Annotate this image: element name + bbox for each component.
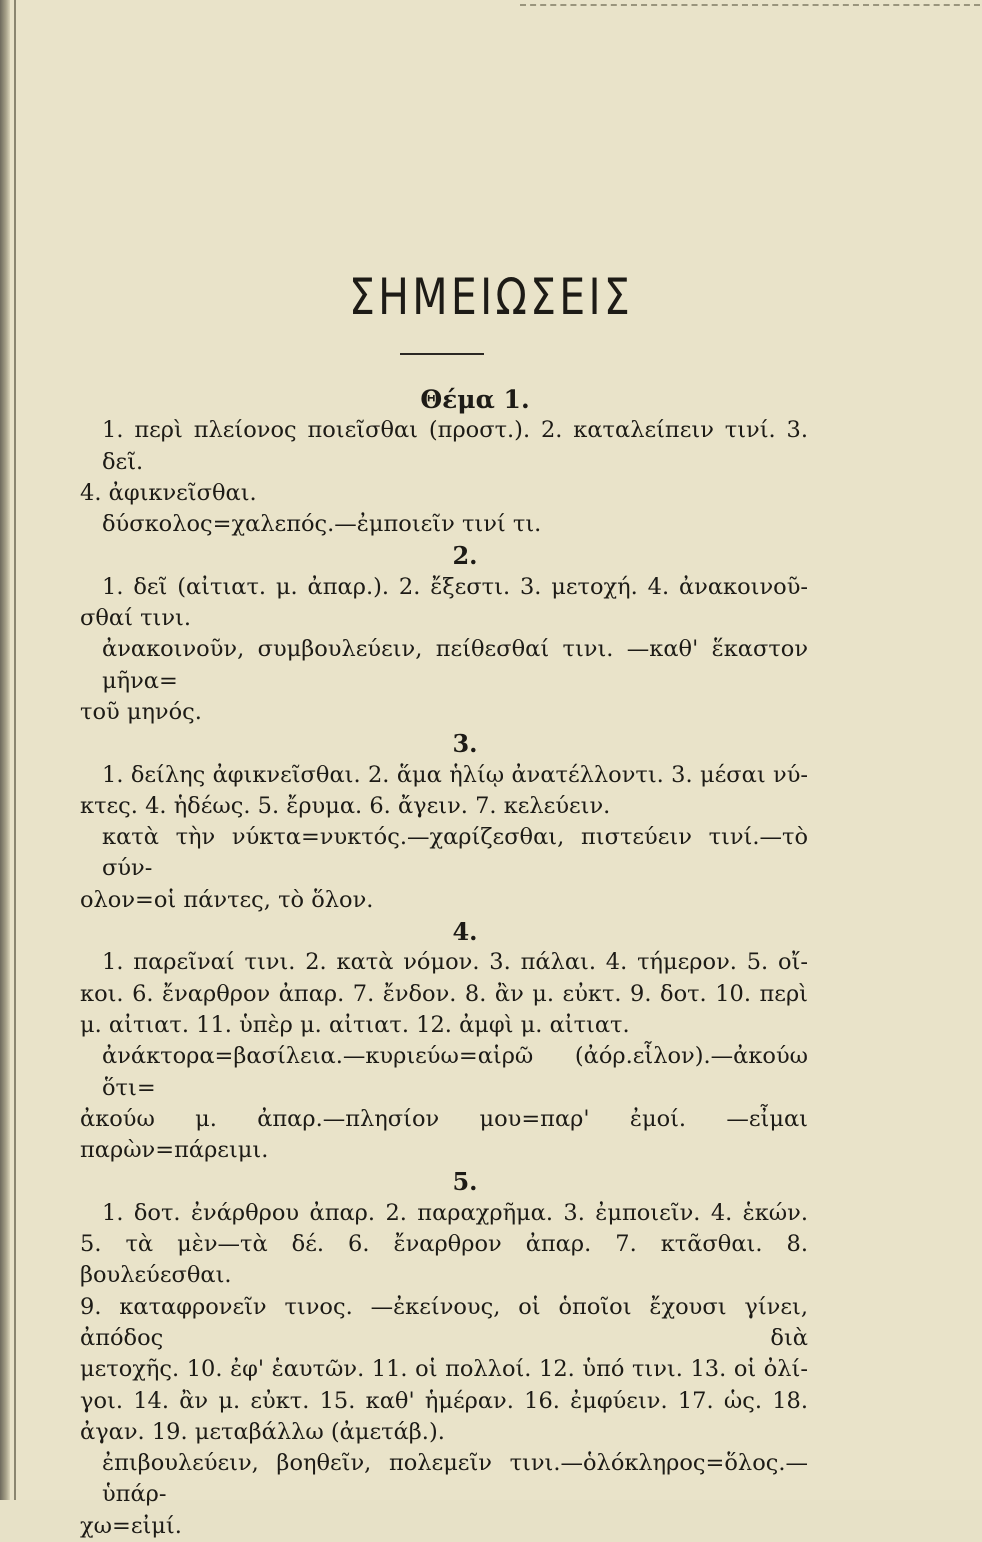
text-line: ἐπιβουλεύειν, βοηθεῖν, πολεμεῖν τινι.—ὁλόκληρος=ὅλος.—ὑπάρ- [102,1450,808,1508]
text-line: κτες. 4. ἡδέως. 5. ἔρυμα. 6. ἄγειν. 7. κελεύειν. [80,792,611,819]
text-line: ἀκούω μ. ἀπαρ.—πλησίον μου=παρ' ἐμοί. —εἶμαι παρὼν=πάρειμι. [80,1105,808,1164]
text-line: κοι. 6. ἔναρθρον ἀπαρ. 7. ἔνδον. 8. ἂν μ. εὐκτ. 9. δοτ. 10. περὶ [80,980,808,1007]
section-heading-3: 3. [452,729,478,759]
section-heading-1: Θέμα 1. [420,385,530,414]
text-line: ἀνακοινοῦν, συμβουλεύειν, πείθεσθαί τινι. —καθ' ἕκαστον μῆνα= [102,636,808,694]
text-line: 1. περὶ πλείονος ποιεῖσθαι (προστ.). 2. καταλείπειν τινί. 3. δεῖ. [102,417,808,475]
text-line: μετοχῆς. 10. ἐφ' ἑαυτῶν. 11. οἱ πολλοί. 12. ὑπό τινι. 13. οἱ ὀλί- [80,1356,808,1383]
text-line: 5. τὰ μὲν—τὰ δέ. 6. ἔναρθρον ἀπαρ. 7. κτᾶσθαι. 8. βουλεύεσθαι. [80,1231,808,1289]
text-line: κατὰ τὴν νύκτα=νυκτός.—χαρίζεσθαι, πιστεύειν τινί.—τὸ σύν- [102,824,808,882]
text-line: χω=εἰμί. [80,1512,182,1539]
text-line: ἀνάκτορα=βασίλεια.—κυριεύω=αἱρῶ (ἀόρ.εἷλον).—ἀκούω ὅτι= [102,1043,808,1101]
section-heading-2: 2. [452,541,478,571]
page-binding-edge [0,0,10,1500]
section-heading-5: 5. [452,1167,478,1197]
text-line: 1. δεῖ (αἰτιατ. μ. ἀπαρ.). 2. ἔξεστι. 3. μετοχή. 4. ἀνακοινοῦ- [102,573,808,600]
text-line: δύσκολος=χαλεπός.—ἐμποιεῖν τινί τι. [102,511,542,538]
section-heading-4: 4. [452,917,478,947]
text-line: 1. δείλης ἀφικνεῖσθαι. 2. ἅμα ἡλίῳ ἀνατέλλοντι. 3. μέσαι νύ- [102,761,808,788]
top-dashed-line [520,4,980,6]
text-line: σθαί τινι. [80,605,191,632]
text-line: τοῦ μηνός. [80,698,202,725]
text-line: γοι. 14. ἂν μ. εὐκτ. 15. καθ' ἡμέραν. 16. ἐμφύειν. 17. ὡς. 18. [80,1387,808,1414]
text-line: 9. καταφρονεῖν τινος. —ἐκείνους, οἱ ὁποῖοι ἔχουσι γίνει, ἀπόδος διὰ [80,1293,808,1351]
text-line: 1. παρεῖναί τινι. 2. κατὰ νόμον. 3. πάλαι. 4. τήμερον. 5. οἴ- [102,949,808,976]
text-line: ἀγαν. 19. μεταβάλλω (ἀμετάβ.). [80,1418,445,1445]
page-edge-line [14,0,16,1500]
text-line: μ. αἰτιατ. 11. ὑπὲρ μ. αἰτιατ. 12. ἀμφὶ μ. αἰτιατ. [80,1011,630,1038]
page-title: ΣΗΜΕΙΩΣΕΙΣ [348,268,634,326]
text-line: 1. δοτ. ἐνάρθρου ἀπαρ. 2. παραχρῆμα. 3. ἐμποιεῖν. 4. ἑκών. [102,1199,808,1226]
notes-content [80,384,808,1542]
text-line: ολον=οἱ πάντες, τὸ ὅλον. [80,886,374,913]
text-line: 4. ἀφικνεῖσθαι. [80,479,257,506]
title-rule [400,353,484,355]
